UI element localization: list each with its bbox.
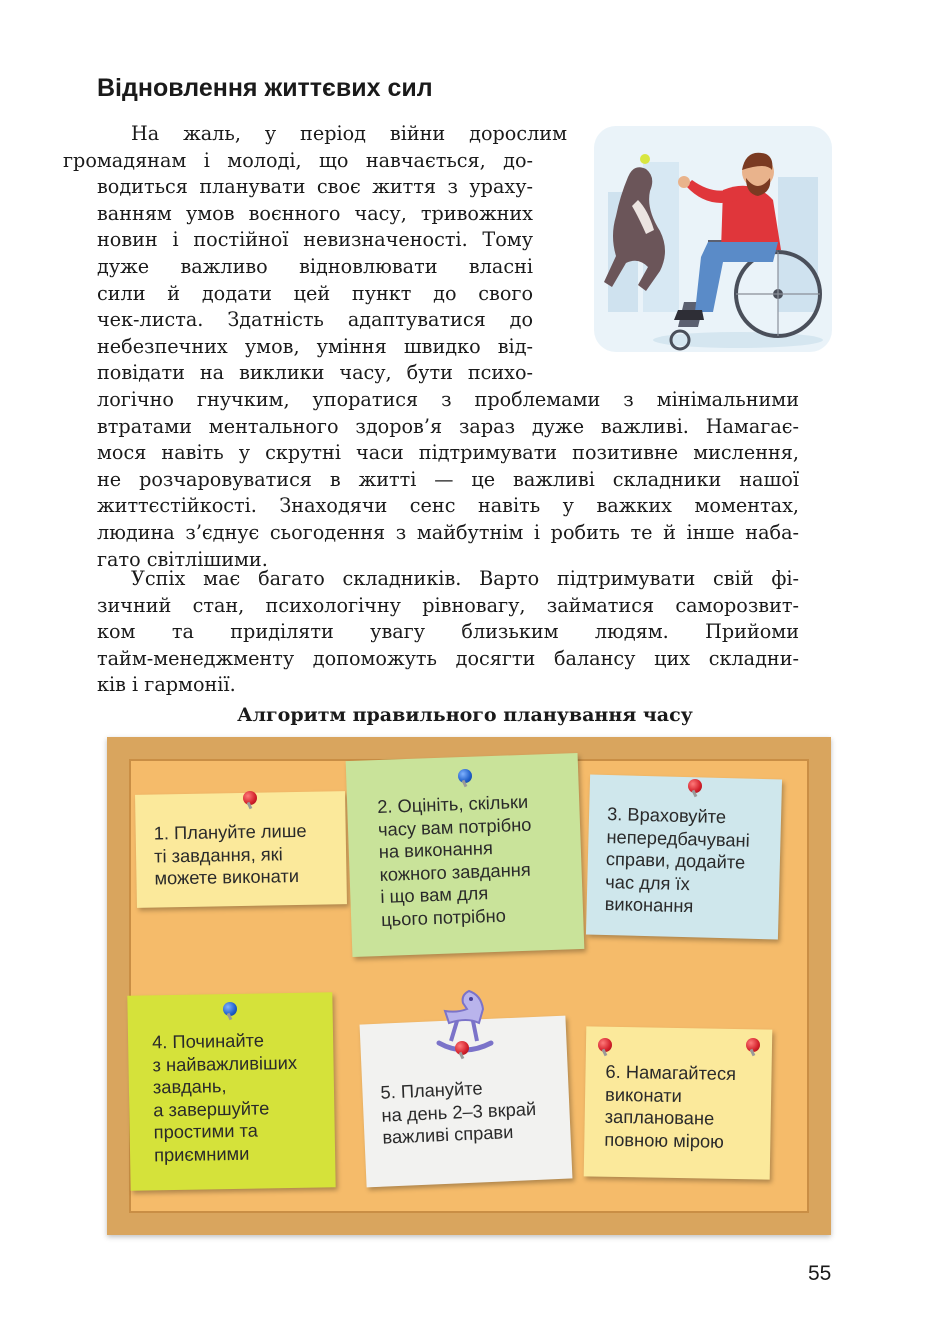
note-5-line: 5. Плануйте: [380, 1077, 483, 1103]
paragraph-1-text: [63, 121, 833, 573]
note-4-line: а завершуйте: [153, 1096, 270, 1120]
note-2-line: 2. Оцініть, скільки: [376, 790, 529, 818]
p1-line: мося навіть у скрутні часи підтримувати позитивне мислення,: [97, 441, 799, 465]
cork-board: [107, 737, 831, 1235]
p1-line: громадянам і молоді, що навчається, до-: [63, 148, 533, 172]
p1-line: небезпечних умов, уміння швидко від-: [97, 334, 533, 358]
p1-line: логічно гнучким, упоратися з проблемами з мінімальними: [97, 387, 799, 411]
p1-line: ванням умов воєнного часу, тривожних: [97, 201, 533, 225]
note-2-line: цього потрібно: [380, 904, 507, 930]
sticky-note-6: [584, 1026, 773, 1179]
paragraph-2-text: [97, 566, 833, 699]
p1-line: На жаль, у період війни дорослим: [131, 122, 567, 145]
p1-line: втратами ментального здоров’я зараз дуже важливі. Намагає-: [97, 414, 799, 438]
note-2-line: на виконання: [378, 837, 494, 862]
p1-line: не розчаровуватися в житті — це важливі складники нашої: [97, 467, 799, 491]
note-1-line: ті завдання, які: [153, 842, 283, 867]
note-4-line: приємними: [153, 1142, 250, 1165]
p1-line: повідати на виклики часу, бути психо-: [97, 361, 533, 385]
note-6-line: виконати: [604, 1083, 683, 1106]
note-1-line: 1. Плануйте лише: [153, 819, 307, 844]
red-pushpin-icon: [243, 791, 257, 805]
note-5-line: важливі справи: [382, 1120, 514, 1148]
page-number: 55: [808, 1262, 832, 1285]
note-2-line: і що вам для: [380, 882, 489, 907]
note-3-line: 3. Враховуйте: [606, 802, 727, 828]
note-5-line: на день 2–3 вкрай: [381, 1097, 537, 1126]
note-3-line: час для їх: [605, 870, 691, 894]
paragraph-2: [97, 566, 833, 699]
note-4-line: 4. Починайте: [151, 1029, 265, 1053]
note-1-line: можете виконати: [154, 864, 300, 889]
note-6-line: 6. Намагайтеся: [605, 1060, 737, 1085]
note-6-line: заплановане: [604, 1105, 715, 1129]
red-pushpin-icon: [746, 1038, 760, 1052]
sticky-note-3: [586, 775, 782, 940]
red-pushpin-icon: [688, 779, 702, 793]
p1-line: чек-листа. Здатність адаптуватися до: [97, 308, 533, 332]
note-3-line: справи, додайте: [605, 847, 746, 873]
p2-line: ків і гармонії.: [97, 673, 236, 697]
red-pushpin-icon: [598, 1038, 612, 1052]
section-title: Відновлення життєвих сил: [97, 74, 433, 102]
p1-line: сили й додати цей пункт до свого: [97, 281, 533, 305]
cork-board-surface: [129, 759, 809, 1213]
p1-line: життєстійкості. Знаходячи сенс навіть у важких моментах,: [97, 494, 799, 518]
p1-line: людина з’єднує сьогодення з майбутнім і робить те й інше наба-: [97, 520, 799, 544]
note-4-line: з найважливіших: [152, 1051, 298, 1075]
note-4-line: простими та: [153, 1119, 259, 1143]
paragraph-1: [63, 121, 833, 573]
sticky-note-4: [127, 992, 335, 1191]
p2-line: зичний стан, психологічну рівновагу, займатися саморозвит-: [97, 593, 799, 617]
board-caption: Алгоритм правильного планування часу: [237, 704, 693, 726]
blue-pushpin-icon: [458, 769, 472, 783]
note-2-line: часу вам потрібно: [377, 813, 532, 840]
note-2-line: кожного завдання: [379, 858, 532, 885]
note-3-line: непередбачувані: [606, 825, 750, 851]
blue-pushpin-icon: [223, 1002, 237, 1016]
p1-line: дуже важливо відновлювати власні: [97, 254, 533, 278]
p2-line: ком та приділяти увагу близьким людям. Прийоми: [97, 620, 799, 644]
p2-line: Успіх має багато складників. Варто підтримувати свій фі-: [131, 567, 799, 590]
note-4-line: завдань,: [152, 1075, 227, 1098]
sticky-note-1: [135, 791, 347, 908]
red-pushpin-icon: [455, 1041, 469, 1055]
note-3-line: виконання: [604, 892, 694, 917]
note-6-line: повною мірою: [604, 1128, 725, 1152]
p1-line: водиться планувати своє життя з ураху-: [97, 175, 533, 199]
p1-line: гато світлішими.: [97, 547, 268, 571]
p1-line: новин і постійної невизначеності. Тому: [97, 228, 533, 252]
p2-line: тайм-менеджменту допоможуть досягти балансу цих складни-: [97, 646, 799, 670]
